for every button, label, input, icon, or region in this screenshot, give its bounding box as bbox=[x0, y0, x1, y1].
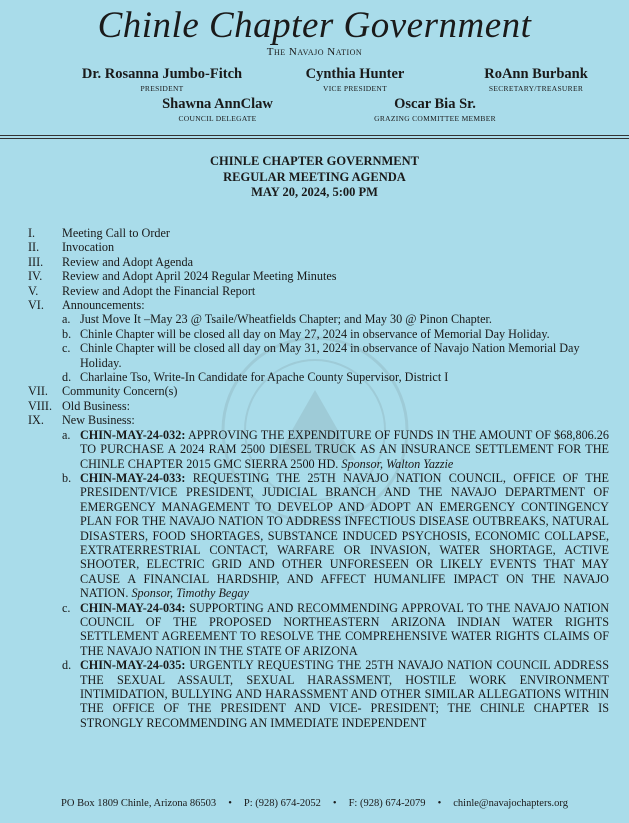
footer-email[interactable]: chinle@navajochapters.org bbox=[453, 798, 568, 809]
item-text: Community Concern(s) bbox=[62, 384, 178, 399]
resolution-text: APPROVING THE EXPENDITURE OF FUNDS IN THE AMOUNT OF $68,806.26 TO PURCHASE A 2024 RAM 2500 DIESEL TRUCK AS AN INSURANCE SETTLEMENT FOR THE CHINLE CHAPTER 2015 GMC SIERRA 2500 HD. bbox=[80, 427, 609, 471]
official-president bbox=[62, 66, 262, 93]
item-number: VII. bbox=[28, 384, 48, 399]
agenda-item bbox=[0, 269, 629, 283]
official-role: PRESIDENT bbox=[140, 84, 184, 93]
resolution-code: CHIN-MAY-24-032: bbox=[80, 427, 186, 442]
item-text: Meeting Call to Order bbox=[62, 226, 170, 240]
official-council-delegate bbox=[130, 96, 305, 123]
item-number: V. bbox=[28, 283, 39, 298]
item-text: Invocation bbox=[62, 240, 115, 255]
agenda-item bbox=[0, 226, 629, 240]
agenda-heading-line: MAY 20, 2024, 5:00 PM bbox=[251, 185, 378, 199]
resolution-text: SUPPORTING AND RECOMMENDING APPROVAL TO THE NAVAJO NATION COUNCIL OF THE PROPOSED NORTHEASTERN ARIZONA INDIAN WATER RIGHTS SETTLEMENT AGREEMENT TO RESOLVE THE COMPREHENSIVE WATER RIGHTS CLAIMS OF THE NAVAJO NATION IN THE STATE OF ARIZONA bbox=[80, 600, 609, 658]
sub-text: Just Move It –May 23 @ Tsaile/Wheatfields Chapter; and May 30 @ Pinon Chapter. bbox=[80, 312, 492, 327]
sub-text: Chinle Chapter will be closed all day on May 27, 2024 in observance of Memorial Day Holiday. bbox=[80, 326, 550, 341]
agenda-heading-line: REGULAR MEETING AGENDA bbox=[223, 169, 406, 184]
item-number: VIII. bbox=[28, 398, 53, 413]
agenda-item bbox=[0, 255, 629, 269]
sub-letter: c. bbox=[62, 341, 71, 356]
resolution-code: CHIN-MAY-24-035: bbox=[80, 658, 186, 673]
item-text: Review and Adopt April 2024 Regular Meeting Minutes bbox=[62, 269, 337, 284]
agenda-item bbox=[0, 298, 629, 312]
footer-phone: P: (928) 674-2052 bbox=[243, 798, 321, 809]
agenda-heading-line: CHINLE CHAPTER GOVERNMENT bbox=[209, 154, 420, 168]
footer-fax: F: (928) 674-2079 bbox=[348, 798, 426, 809]
footer-separator: • bbox=[332, 798, 337, 809]
item-number: IV. bbox=[28, 269, 43, 284]
announcement-item bbox=[0, 370, 629, 384]
chapter-title: Chinle Chapter Government bbox=[97, 5, 532, 46]
sub-letter: b. bbox=[62, 326, 72, 341]
sub-letter: c. bbox=[62, 600, 71, 615]
sub-letter: a. bbox=[62, 312, 71, 327]
official-name: Oscar Bia Sr. bbox=[394, 96, 476, 112]
item-number: IX. bbox=[28, 413, 44, 428]
item-text: Review and Adopt Agenda bbox=[62, 254, 193, 269]
agenda-item bbox=[0, 384, 629, 398]
page-footer bbox=[0, 798, 629, 809]
item-text: Old Business: bbox=[62, 398, 131, 413]
announcement-item bbox=[0, 312, 629, 326]
announcement-item bbox=[0, 327, 629, 341]
item-text: New Business: bbox=[62, 413, 135, 428]
official-vice-president bbox=[280, 66, 430, 93]
footer-separator: • bbox=[437, 798, 442, 809]
sub-letter: d. bbox=[62, 658, 72, 673]
sub-letter: a. bbox=[62, 427, 71, 442]
nation-subtitle: The Navajo Nation bbox=[266, 46, 363, 58]
official-role: COUNCIL DELEGATE bbox=[178, 114, 257, 123]
resolution-sponsor: Sponsor, Walton Yazzie bbox=[341, 456, 454, 471]
item-number: VI. bbox=[28, 298, 44, 313]
item-text: Announcements: bbox=[62, 298, 145, 313]
agenda-item bbox=[0, 240, 629, 254]
item-number: I. bbox=[28, 226, 36, 240]
resolution-code: CHIN-MAY-24-033: bbox=[80, 470, 186, 485]
agenda-heading bbox=[0, 154, 629, 201]
official-name: Dr. Rosanna Jumbo-Fitch bbox=[81, 66, 243, 82]
resolution-item bbox=[0, 601, 629, 659]
official-role: SECRETARY/TREASURER bbox=[488, 84, 584, 93]
item-number: II. bbox=[28, 240, 40, 255]
official-name: RoAnn Burbank bbox=[484, 66, 588, 82]
announcement-item bbox=[0, 341, 629, 370]
official-secretary-treasurer bbox=[460, 66, 612, 93]
sub-letter: b. bbox=[62, 470, 72, 485]
official-name: Shawna AnnClaw bbox=[162, 96, 273, 112]
official-grazing-member bbox=[345, 96, 525, 123]
agenda-item bbox=[0, 284, 629, 298]
resolution-item bbox=[0, 428, 629, 471]
agenda-item bbox=[0, 413, 629, 427]
resolution-text: REQUESTING THE 25TH NAVAJO NATION COUNCIL, OFFICE OF THE PRESIDENT/VICE PRESIDENT, JUDICIAL BRANCH AND THE NAVAJO DEPARTMENT OF EMERGENCY MANAGEMENT TO DEVELOP AND ADOPT AN EMERGENCY CONTINGENCY PLAN FOR THE NAVAJO NATION TO ADDRESS INFECTIOUS DISEASE OUTBREAKS, NATURAL DISASTERS, FOOD SHORTAGES, SUBSTANCE INDUCED PSYCHOSIS, ECONOMIC COLLAPSE, EXTRATERRESTRIAL CONTACT, WARFARE OR INVASION, WATER SHORTAGE, ACTIVE SHOOTER, ELECTRIC GRID AND OTHER UNFORESEEN OR LIKELY EVENTS THAT MAY CAUSE A FINANCIAL HARDSHIP, AND AFFECT HUMANLIFE IMPACT ON THE NAVAJO NATION. bbox=[80, 470, 609, 601]
official-name: Cynthia Hunter bbox=[305, 66, 405, 82]
header-divider-lower bbox=[0, 138, 629, 139]
sub-text: Charlaine Tso, Write-In Candidate for Apache County Supervisor, District I bbox=[80, 370, 449, 385]
official-role: GRAZING COMMITTEE MEMBER bbox=[374, 114, 496, 123]
sub-letter: d. bbox=[62, 370, 72, 385]
resolution-sponsor: Sponsor, Timothy Begay bbox=[131, 586, 249, 601]
footer-separator: • bbox=[228, 798, 232, 809]
agenda-list bbox=[0, 226, 629, 730]
item-text: Review and Adopt the Financial Report bbox=[62, 283, 256, 298]
resolution-item bbox=[0, 471, 629, 601]
sub-text: Chinle Chapter will be closed all day on May 31, 2024 in observance of Navajo Nation Memorial Day Holiday. bbox=[80, 341, 580, 370]
header-divider bbox=[0, 135, 629, 136]
agenda-item bbox=[0, 399, 629, 413]
official-role: VICE PRESIDENT bbox=[323, 84, 387, 93]
item-number: III. bbox=[28, 254, 44, 269]
resolution-text: URGENTLY REQUESTING THE 25TH NAVAJO NATION COUNCIL ADDRESS THE SEXUAL ASSAULT, SEXUAL HARASSMENT, HOSTILE WORK ENVIRONMENT INTIMIDATION, BULLYING AND HARASSMENT AND OTHER SIMILAR ALLEGATIONS WITHIN THE OFFICE OF THE PRESIDENT AND VICE- PRESIDENT; THE CHINLE CHAPTER IS STRONGLY RECOMMENDING AN IMMEDIATE INDEPENDENT bbox=[80, 658, 609, 730]
resolution-code: CHIN-MAY-24-034: bbox=[80, 600, 186, 615]
footer-address: PO Box 1809 Chinle, Arizona 86503 bbox=[61, 798, 217, 809]
resolution-item bbox=[0, 658, 629, 730]
